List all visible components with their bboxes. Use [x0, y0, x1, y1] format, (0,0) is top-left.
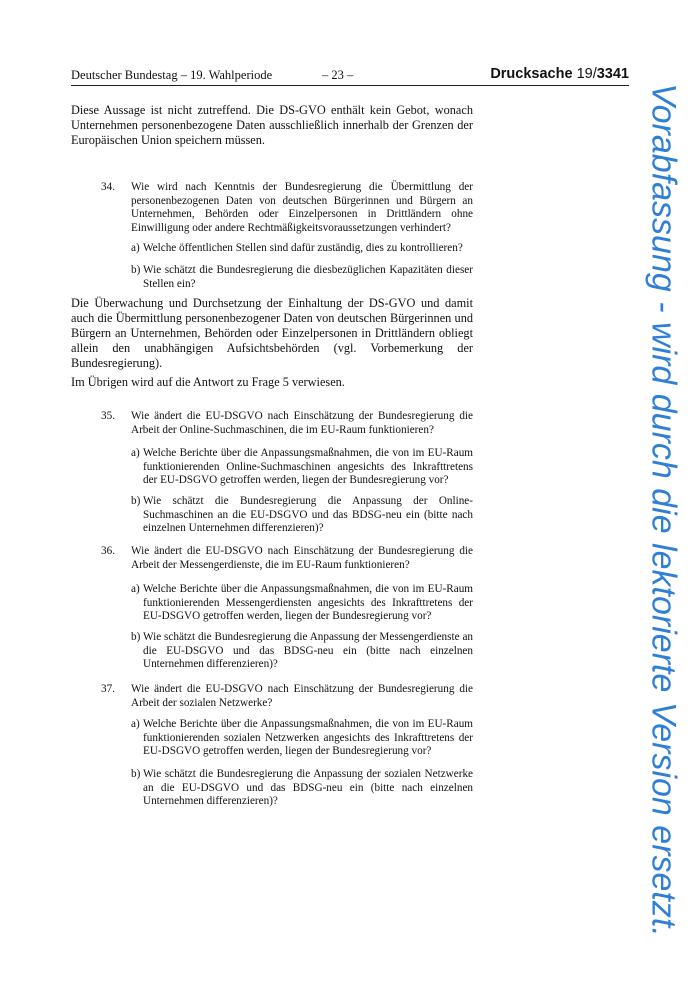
sub-text: Welche öffentlichen Stellen sind dafür zuständig, dies zu kontrollieren? [143, 242, 463, 254]
preliminary-version-watermark [641, 83, 685, 937]
header-page-number: – 23 – [322, 68, 354, 82]
question-37a [131, 718, 473, 759]
question-34b [131, 264, 473, 291]
sub-text: Welche Berichte über die Anpassungsmaßnahmen, die von im EU-Raum funktionierenden Messengerdiensten angesichts des Inkrafttretens der EU-DSGVO getroffen werden, liegen der Bundesregierung vor? [143, 583, 473, 623]
question-text: Wie wird nach Kenntnis der Bundesregierung die Übermittlung der personenbezogenen Daten von deutschen Bürgerinnen und Bürgern an Unternehmen, Behörden oder Einzelpersonen in Drittländern ohne Einwilligung oder andere Rechtmäßigkeitsvoraussetzungen verhindert? [131, 181, 473, 234]
sub-label: b) [131, 631, 141, 643]
sub-text: Wie schätzt die Bundesregierung die Anpassung der Messengerdienste an die EU-DSGVO und das BDSG-neu ein (bitte nach einzelnen Unternehmen differenzieren)? [143, 631, 473, 671]
header-doc-label: Drucksache [490, 66, 573, 82]
header-rule [71, 85, 629, 86]
sub-label: b) [131, 264, 141, 276]
question-35a [131, 447, 473, 488]
question-34a [131, 242, 473, 256]
header-doc-period: 19/ [576, 66, 597, 82]
question-35b [131, 495, 473, 536]
question-36a [131, 583, 473, 624]
sub-label: a) [131, 242, 140, 254]
answer-34-reference: Im Übrigen wird auf die Antwort zu Frage 5 verwiesen. [71, 375, 345, 389]
answer-34-paragraph: Die Überwachung und Durchsetzung der Einhaltung der DS-GVO und damit auch die Übermittlung personenbezogener Daten von deutschen Bürgerinnen und Bürgern an Unternehmen, Behörden oder Einzelpersonen in Drittländern obliegt allein den unabhängigen Aufsichtsbehörden (vgl. Vorbemerkung der Bundesregierung). [71, 296, 473, 370]
sub-label: b) [131, 495, 141, 507]
page-header [71, 66, 629, 86]
header-drucksache [490, 66, 629, 82]
question-number: 35. [101, 410, 115, 422]
question-37b [131, 768, 473, 809]
header-doc-number: 3341 [596, 66, 629, 82]
question-number: 37. [101, 683, 115, 695]
question-number: 34. [101, 181, 115, 193]
question-36 [101, 545, 473, 572]
question-37 [101, 683, 473, 710]
question-34 [101, 181, 473, 235]
question-text: Wie ändert die EU-DSGVO nach Einschätzung der Bundesregierung die Arbeit der Messengerdienste, die im EU-Raum funktionieren? [131, 545, 473, 571]
sub-text: Wie schätzt die Bundesregierung die diesbezüglichen Kapazitäten dieser Stellen ein? [143, 264, 473, 290]
question-text: Wie ändert die EU-DSGVO nach Einschätzung der Bundesregierung die Arbeit der sozialen Netzwerke? [131, 683, 473, 709]
sub-label: a) [131, 718, 140, 730]
question-number: 36. [101, 545, 115, 557]
sub-text: Wie schätzt die Bundesregierung die Anpassung der Online-Suchmaschinen an die EU-DSGVO und das BDSG-neu ein (bitte nach einzelnen Unternehmen differenzieren)? [143, 495, 473, 535]
sub-text: Welche Berichte über die Anpassungsmaßnahmen, die von im EU-Raum funktionierenden Online-Suchmaschinen angesichts des Inkrafttretens der EU-DSGVO getroffen werden, liegen der Bundesregierung vor? [143, 447, 473, 487]
intro-paragraph: Diese Aussage ist nicht zutreffend. Die DS-GVO enthält kein Gebot, wonach Unternehmen personenbezogene Daten ausschließlich innerhalb der Grenzen der Europäischen Union speichern müssen. [71, 103, 473, 147]
watermark-text: Vorabfassung - wird durch die lektorierte Version ersetzt. [644, 83, 683, 937]
sub-text: Wie schätzt die Bundesregierung die Anpassung der sozialen Netzwerke an die EU-DSGVO und das BDSG-neu ein (bitte nach einzelnen Unternehmen differenzieren)? [143, 768, 473, 808]
question-36b [131, 631, 473, 672]
sub-text: Welche Berichte über die Anpassungsmaßnahmen, die von im EU-Raum funktionierenden sozialen Netzwerken angesichts des Inkrafttretens der EU-DSGVO getroffen werden, liegen der Bundesregierung vor? [143, 718, 473, 758]
header-parliament: Deutscher Bundestag – 19. Wahlperiode [71, 68, 273, 82]
question-35 [101, 410, 473, 437]
sub-label: a) [131, 447, 140, 459]
sub-label: a) [131, 583, 140, 595]
sub-label: b) [131, 768, 141, 780]
question-text: Wie ändert die EU-DSGVO nach Einschätzung der Bundesregierung die Arbeit der Online-Suchmaschinen, die im EU-Raum funktionieren? [131, 410, 473, 436]
